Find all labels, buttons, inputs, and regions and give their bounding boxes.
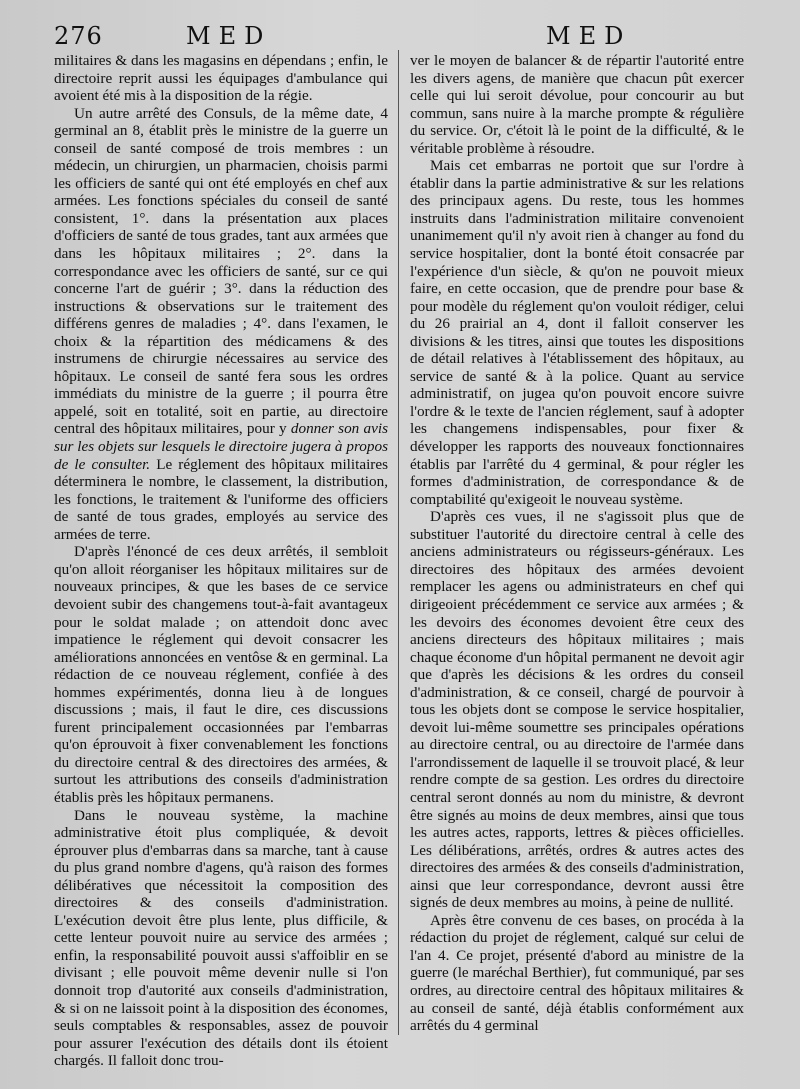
right-paragraph-3: D'après ces vues, il ne s'agissoit plus que de substituer l'autorité du directoire central à celle des anciens administrateurs ou régisseurs-généraux. Les directoires des hôpitaux des armées devoient remplacer les agens ou administrateurs en chef qui dirigeoient précédemment ce service aux armées ; & les devoirs des économes devoient être ceux des anciens directeurs des hôpitaux militaires ; mais chaque économe d'un hôpital permanent ne devoit agir que d'après les décisions & les ordres du conseil d'administration, & ce conseil, chargé de pourvoir à tous les objets dont se compose le service hospitalier, devoit lui-même soumettre ses principales opérations au directoire central, ou au directoire de l'armée dans l'arrondissement de laquelle il se trouvoit placé, & leur rendre compte de sa gestion. Les ordres du directoire central seront donnés au nom du ministre, & devront être signés au moins de deux membres, ainsi que tous les autres actes, rapports, lettres & pièces officielles. Les délibérations, arrêtés, ordres & autres actes des directoires des armées & des conseils d'administration, ainsi que leur correspondance, devront aussi être signés de deux membres au moins, à peine de nullité. bbox=[410, 508, 744, 912]
column-divider bbox=[398, 50, 399, 1035]
left-paragraph-2-italic: donner son avis sur les objets sur lesquels le directoire jugera à propos de le consulter. bbox=[54, 420, 388, 473]
page-header bbox=[0, 14, 800, 50]
running-head-left: MED bbox=[186, 22, 272, 50]
right-paragraph-4: Après être convenu de ces bases, on procéda à la rédaction du projet de réglement, calqué sur celui de l'an 4. Ce projet, présenté d'abord au ministre de la guerre (le maréchal Berthier), fut communiqué, par ses ordres, au directoire central des hôpitaux militaires & au conseil de santé, déjà établis conformément aux arrêtés du 4 germinal bbox=[410, 911, 744, 1035]
right-column bbox=[410, 52, 744, 1035]
running-head-right: MED bbox=[546, 22, 632, 50]
left-paragraph-2-text: Un autre arrêté des Consuls, de la même date, 4 germinal an 8, établit près le ministre de la guerre un conseil de santé composé de trois membres : un médecin, un chirurgien, un pharmacien, choisis parmi les officiers de santé qui ont été employés en chef aux armées. Les fonctions spéciales du conseil de santé consistent, 1°. dans la présentation aux places d'officiers de santé de tous grades, tant aux armées que dans les hôpitaux militaires ; 2°. dans la correspondance avec les officiers de santé, sur ce qui concerne l'art de guérir ; 3°. dans la réduction des instructions & observations sur le traitement des différens genres de maladies ; 4°. dans l'examen, le choix & la répartition des médicamens & des instrumens de chirurgie nécessaires au service des hôpitaux. Le conseil de santé fera sous les ordres immédiats du ministre de la guerre ; il pourra être appelé, soit en totalité, soit en partie, au directoire central des hôpitaux militaires, pour y bbox=[54, 104, 388, 438]
right-paragraph-2: Mais cet embarras ne portoit que sur l'ordre à établir dans la partie administrative & sur les relations des principaux agens. Du reste, tous les hommes instruits dans l'administration militaire convenoient unanimement qu'il n'y avoit rien à changer au fond du service hospitalier, dont la bonté étoit consacrée par l'expérience d'un siècle, & qu'on ne pouvoit mieux faire, en cette occasion, que de prendre pour base & pour modèle du réglement qu'on vouloit rédiger, celui du 26 prairial an 4, dont il falloit conserver les divisions & les titres, ainsi que toutes les dispositions de détail relatives à l'établissement des hôpitaux, au service de santé & à la police. Quant au service administratif, on jugea qu'on pouvoit encore suivre l'ordre & le texte de l'ancien réglement, sauf à adopter les changemens indispensables, pour fixer & développer les rapports des nouveaux fonctionnaires établis par l'arrêté du 4 germinal, & pour régler les formes d'administration, de correspondance & de comptabilité qu'exigeoit le nouveau système. bbox=[410, 157, 744, 508]
right-paragraph-1: ver le moyen de balancer & de répartir l'autorité entre les divers agens, de manière que chacun pût exercer celle qui lui seroit dévolue, pour concourir au but commun, sans nuire à la marche prompte & régulière du service. Or, c'étoit là le point de la difficulté, & le véritable problème à résoudre. bbox=[410, 52, 744, 157]
left-paragraph-2 bbox=[54, 105, 388, 544]
left-column bbox=[54, 52, 388, 1070]
left-paragraph-3: D'après l'énoncé de ces deux arrêtés, il sembloit qu'on alloit réorganiser les hôpitaux militaires sur de nouveaux principes, & que les bases de ce service devoient subir des changemens tout-à-fait avantageux pour le soldat malade ; on attendoit donc avec impatience le réglement qui devoit consacrer les améliorations annoncées en ventôse & en germinal. La rédaction de ce nouveau réglement, confiée à des hommes expérimentés, donna lieu à de longues discussions ; mais, il faut le dire, ces discussions furent principalement occasionnées par l'embarras qu'on éprouvoit à fixer convenablement les fonctions du directoire central & des directoires des armées, & surtout les attributions des conseils d'administration établis près les hôpitaux permanens. bbox=[54, 543, 388, 806]
left-paragraph-4: Dans le nouveau système, la machine administrative étoit plus compliquée, & devoit éprouver plus d'embarras dans sa marche, tant à cause du plus grand nombre d'agens, qu'à raison des formes délibératives que nécessitoit la composition des directoires & des conseils d'administration. L'exécution devoit être plus lente, plus difficile, & cette lenteur pouvoit nuire au service des armées ; enfin, la responsabilité pouvoit aussi s'affoiblir en se divisant ; elle pouvoit même devenir nulle si l'on donnoit trop d'autorité aux conseils d'administration, & si on ne laissoit point à la disposition des économes, seuls comptables & responsables, assez de pouvoir pour assurer l'exécution des détails dont ils étoient chargés. Il falloit donc trou- bbox=[54, 806, 388, 1070]
page-number: 276 bbox=[54, 22, 103, 50]
left-paragraph-2-end: Le réglement des hôpitaux militaires déterminera le nombre, le classement, la distribution, les fonctions, le traitement & l'uniforme des officiers de santé de tous grades, employés au service des armées de terre. bbox=[54, 455, 389, 543]
left-paragraph-1: militaires & dans les magasins en dépendans ; enfin, le directoire reprit aussi les équipages d'ambulance qui avoient été mis à la disposition de la régie. bbox=[54, 52, 388, 105]
